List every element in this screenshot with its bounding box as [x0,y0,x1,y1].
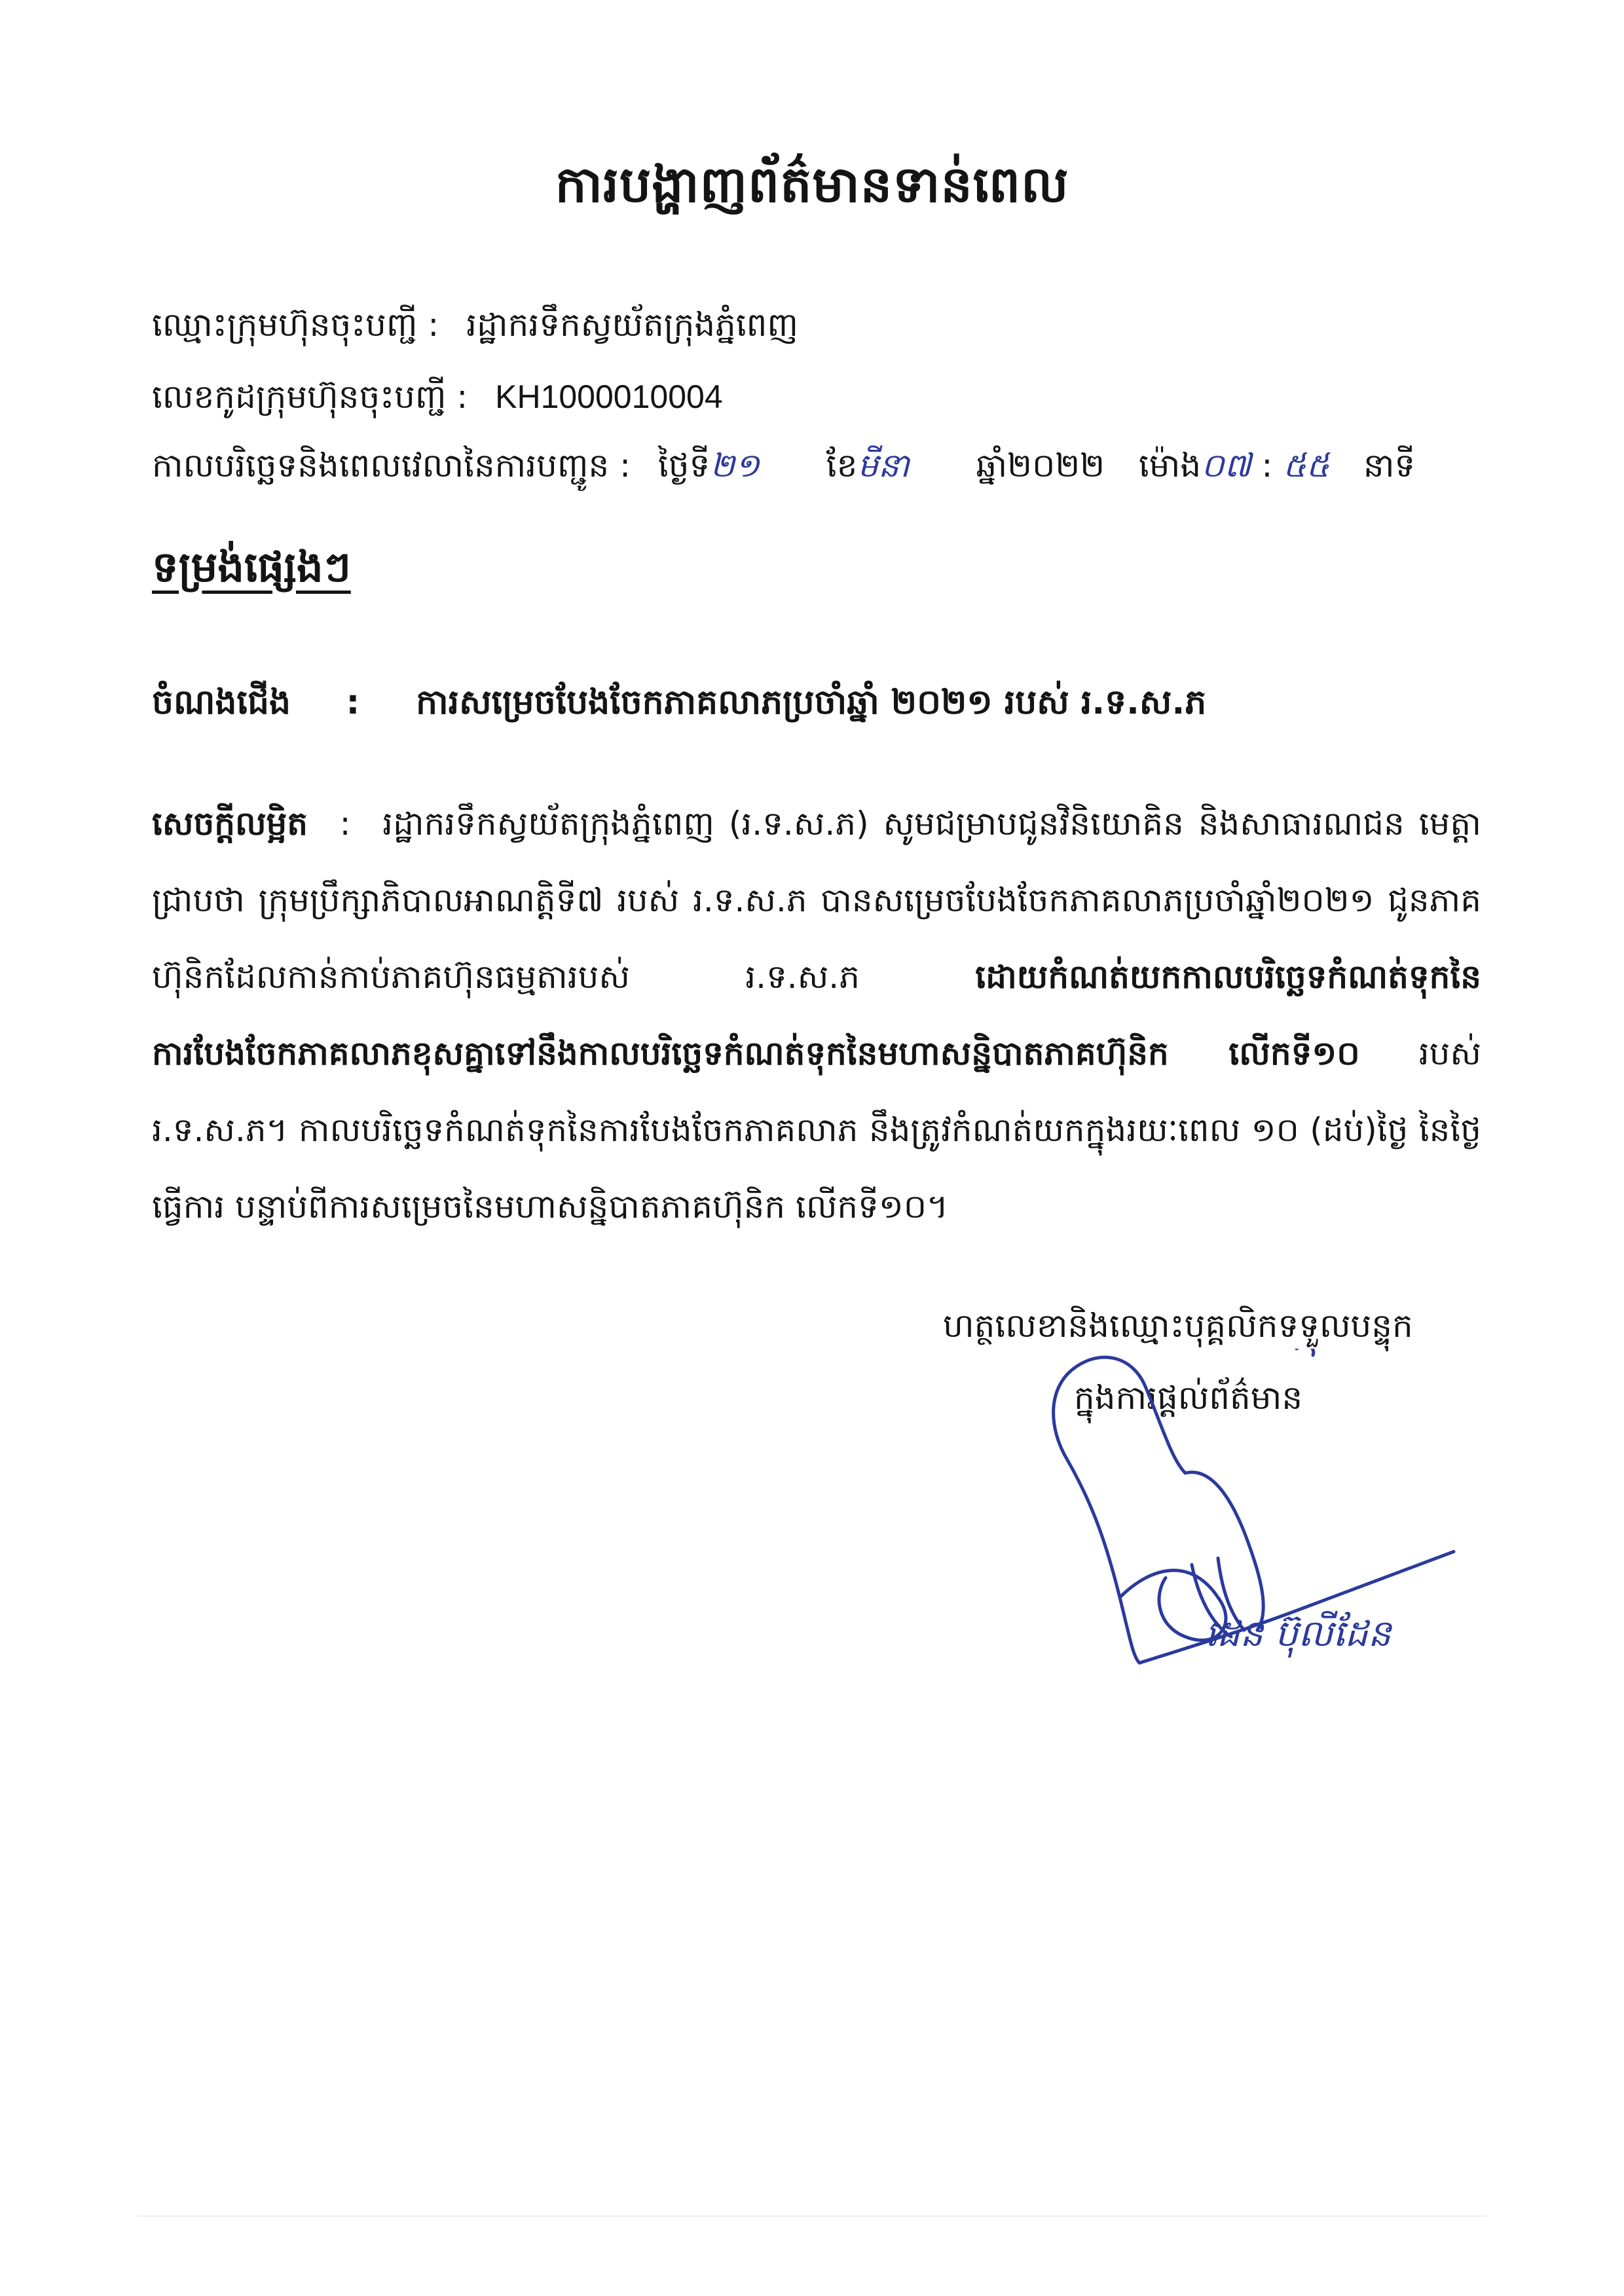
year-text: ឆ្នាំ២០២២ [976,446,1105,484]
document-title: ការបង្ហាញព័ត៌មានទាន់ពេល [555,155,1069,213]
signature-caption-line1: ហត្ថលេខានិងឈ្មោះបុគ្គលិកទទួលបន្ទុក [943,1307,1413,1345]
signature-caption-line2: ក្នុងការផ្តល់ព័ត៌មាន [1074,1379,1303,1417]
day-label: ថ្ងៃទី [657,446,710,484]
subject-line [152,681,1206,731]
footer-divider [138,2215,1486,2217]
day-value: ២១ [710,446,760,484]
signer-name: ដេន ប៊ុលីដែន [1205,1613,1392,1655]
details-text-bold: ដោយកំណត់យកកាលបរិច្ឆេទកំណត់ទុកនៃការបែងចែកភាគលាភខុសគ្នាទៅនឹងកាលបរិច្ឆេទកំណត់ទុកនៃមហាសន្និបាតភាគហ៊ុនិក លើកទី១០ [152,958,1481,1072]
details-text-part1: រដ្ឋាករទឹកស្វយ័តក្រុងភ្នំពេញ (រ.ទ.ស.ភ) សូមជម្រាបជូនវិនិយោគិន និងសាធារណជន មេត្តាជ្រាបថា ក្រុមប្រឹក្សាភិបាលអាណត្តិទី៧ របស់ រ.ទ.ស.ភ បានសម្រេចបែងចែកភាគលាភប្រចាំឆ្នាំ២០២១ ជូនភាគហ៊ុនិកដែលកាន់កាប់ភាគហ៊ុនធម្មតារបស់ រ.ទ.ស.ភ [152,805,1481,996]
subject-colon: : [346,683,360,722]
details-label: សេចក្តីលម្អិត [152,805,308,843]
time-separator: : [1261,446,1273,484]
company-name-line [152,304,798,352]
month-value: មីនា [857,446,910,484]
company-name-value: រដ្ឋាករទឹកស្វយ័តក្រុងភ្នំពេញ [466,306,799,344]
datetime-line [152,445,1415,493]
details-colon: : [339,805,351,843]
details-paragraph [152,786,1481,1245]
company-code-line [152,376,723,424]
time-label: ម៉ោង [1138,446,1202,484]
section-heading: ទម្រង់ផ្សេងៗ [152,543,351,592]
subject-label: ចំណងជើង [152,683,291,722]
company-name-label: ឈ្មោះក្រុមហ៊ុនចុះបញ្ជី : [152,306,439,344]
details-text-part2: របស់ រ.ទ.ស.ភ។ កាលបរិច្ឆេទកំណត់ទុកនៃការបែងចែកភាគលាភ នឹងត្រូវកំណត់យកក្នុងរយៈពេល ១០ (ដប់)ថ្ងៃ នៃថ្ងៃធ្វើការ បន្ទាប់ពីការសម្រេចនៃមហាសន្និបាតភាគហ៊ុនិក លើកទី១០។ [152,1034,1481,1226]
datetime-label: កាលបរិច្ឆេទនិងពេលវេលានៃការបញ្ជូន : [152,446,631,484]
subject-text: ការសម្រេចបែងចែកភាគលាភប្រចាំឆ្នាំ ២០២១ របស់ រ.ទ.ស.ភ [416,683,1207,722]
minute-value: ៥៥ [1283,446,1330,484]
month-label: ខែ [826,446,858,484]
hour-value: ០៧ [1201,446,1251,484]
company-code-label: លេខកូដក្រុមហ៊ុនចុះបញ្ជី : [152,378,468,416]
company-code-value: KH1000010004 [495,378,723,415]
minute-unit: នាទី [1363,446,1416,484]
